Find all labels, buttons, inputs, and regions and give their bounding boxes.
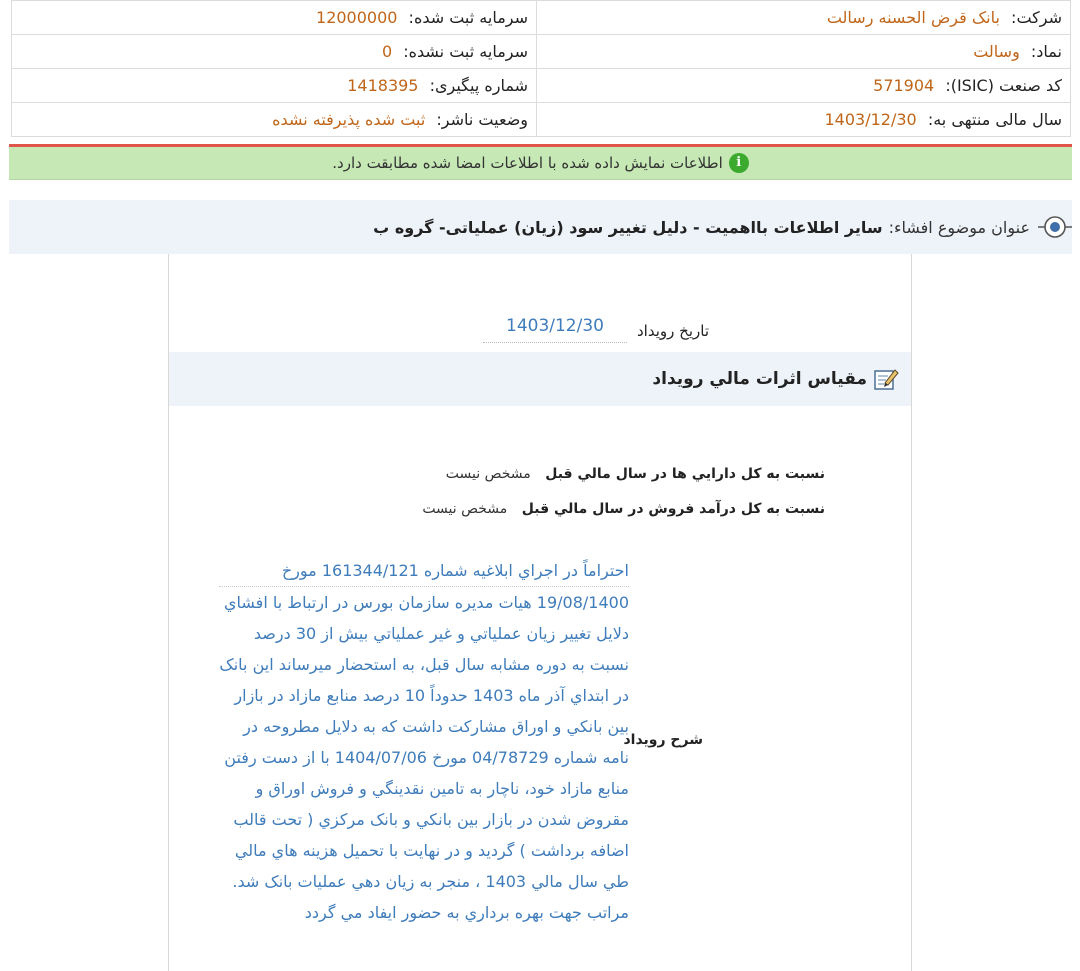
event-date-label: تاريخ رويداد xyxy=(637,322,709,340)
company-cell xyxy=(537,1,1071,35)
symbol-label: نماد: xyxy=(1030,42,1062,61)
section-title: مقياس اثرات مالي رويداد xyxy=(652,369,867,389)
tracking-value: 1418395 xyxy=(347,76,419,95)
company-label: شرکت: xyxy=(1011,8,1062,27)
event-description-label: شرح رويداد xyxy=(623,732,703,748)
info-row xyxy=(12,103,1071,137)
description-first-line: احتراماً در اجراي ابلاغيه شماره 161344/121 مورخ xyxy=(219,555,629,587)
tracking-cell xyxy=(12,69,537,103)
info-row xyxy=(12,1,1071,35)
info-row xyxy=(12,35,1071,69)
ratio-assets-value: مشخص نيست xyxy=(445,466,531,482)
tracking-label: شماره پیگیری: xyxy=(429,76,528,95)
fiscal-year-value: 1403/12/30 xyxy=(824,110,917,129)
publisher-status-cell xyxy=(12,103,537,137)
target-icon xyxy=(1038,210,1072,244)
isic-value: 571904 xyxy=(873,76,935,95)
banner-text: اطلاعات نمایش داده شده با اطلاعات امضا شده مطابقت دارد. xyxy=(332,154,723,172)
info-row xyxy=(12,69,1071,103)
isic-label: کد صنعت (ISIC): xyxy=(945,76,1062,95)
ratio-sales-row xyxy=(422,501,825,517)
symbol-value[interactable]: وسالت xyxy=(973,42,1020,61)
info-icon: i xyxy=(729,153,749,173)
unregistered-capital-value: 0 xyxy=(381,42,393,61)
event-panel xyxy=(168,254,912,971)
subject-label: عنوان موضوع افشاء: xyxy=(888,217,1030,237)
registered-capital-value: 12000000 xyxy=(316,8,398,27)
event-date-value: 1403/12/30 xyxy=(483,316,627,343)
registered-capital-label: سرمایه ثبت شده: xyxy=(408,8,528,27)
event-description-text xyxy=(219,555,629,928)
fiscal-year-cell xyxy=(537,103,1071,137)
company-info-table xyxy=(11,0,1071,137)
disclosure-subject xyxy=(9,200,1072,254)
isic-cell xyxy=(537,69,1071,103)
ratio-assets-label: نسبت به کل دارايي ها در سال مالي قبل xyxy=(545,466,825,482)
fiscal-year-label: سال مالی منتهی به: xyxy=(927,110,1062,129)
publisher-status-value: ثبت شده پذیرفته نشده xyxy=(272,110,426,129)
ratio-sales-value: مشخص نيست xyxy=(422,501,508,517)
ratio-assets-row xyxy=(446,466,825,482)
unregistered-capital-cell xyxy=(12,35,537,69)
company-value[interactable]: بانک قرض الحسنه رسالت xyxy=(826,8,1000,27)
description-body: 19/08/1400 هيات مديره سازمان بورس در ارتباط با افشاي دلايل تغيير زيان عملياتي و غير عملياتي بيش از 30 درصد نسبت به دوره مشابه سال قبل، به استحضار ميرساند اين بانک در ابتداي آذر ماه 1403 حدوداً 10 درصد منابع مازاد در بازار بين بانکي و اوراق مشارکت داشت که به دلايل مطروحه در نامه شماره 04/78729 مورخ 1404/07/06 با از دست رفتن منابع مازاد خود، ناچار به تامين نقدينگي و فروش اوراق و مقروض شدن در بازار بين بانکي و بانک مرکزي ( تحت قالب اضافه برداشت ) گرديد و در نهايت با تحميل هزينه هاي مالي طي سال مالي 1403 ، منجر به زيان دهي عمليات بانک شد. مراتب جهت بهره برداري به حضور ايفاد مي گردد xyxy=(219,593,629,922)
signature-verified-banner xyxy=(9,144,1072,180)
symbol-cell xyxy=(537,35,1071,69)
financial-impact-section-header xyxy=(169,352,911,406)
registered-capital-cell xyxy=(12,1,537,35)
unregistered-capital-label: سرمایه ثبت نشده: xyxy=(403,42,528,61)
subject-title: سایر اطلاعات بااهمیت - دلیل تغییر سود (زیان) عملیاتی- گروه ب xyxy=(373,217,883,237)
ratio-sales-label: نسبت به کل درآمد فروش در سال مالي قبل xyxy=(521,501,825,517)
edit-icon xyxy=(873,366,899,392)
publisher-status-label: وضعیت ناشر: xyxy=(436,110,528,129)
